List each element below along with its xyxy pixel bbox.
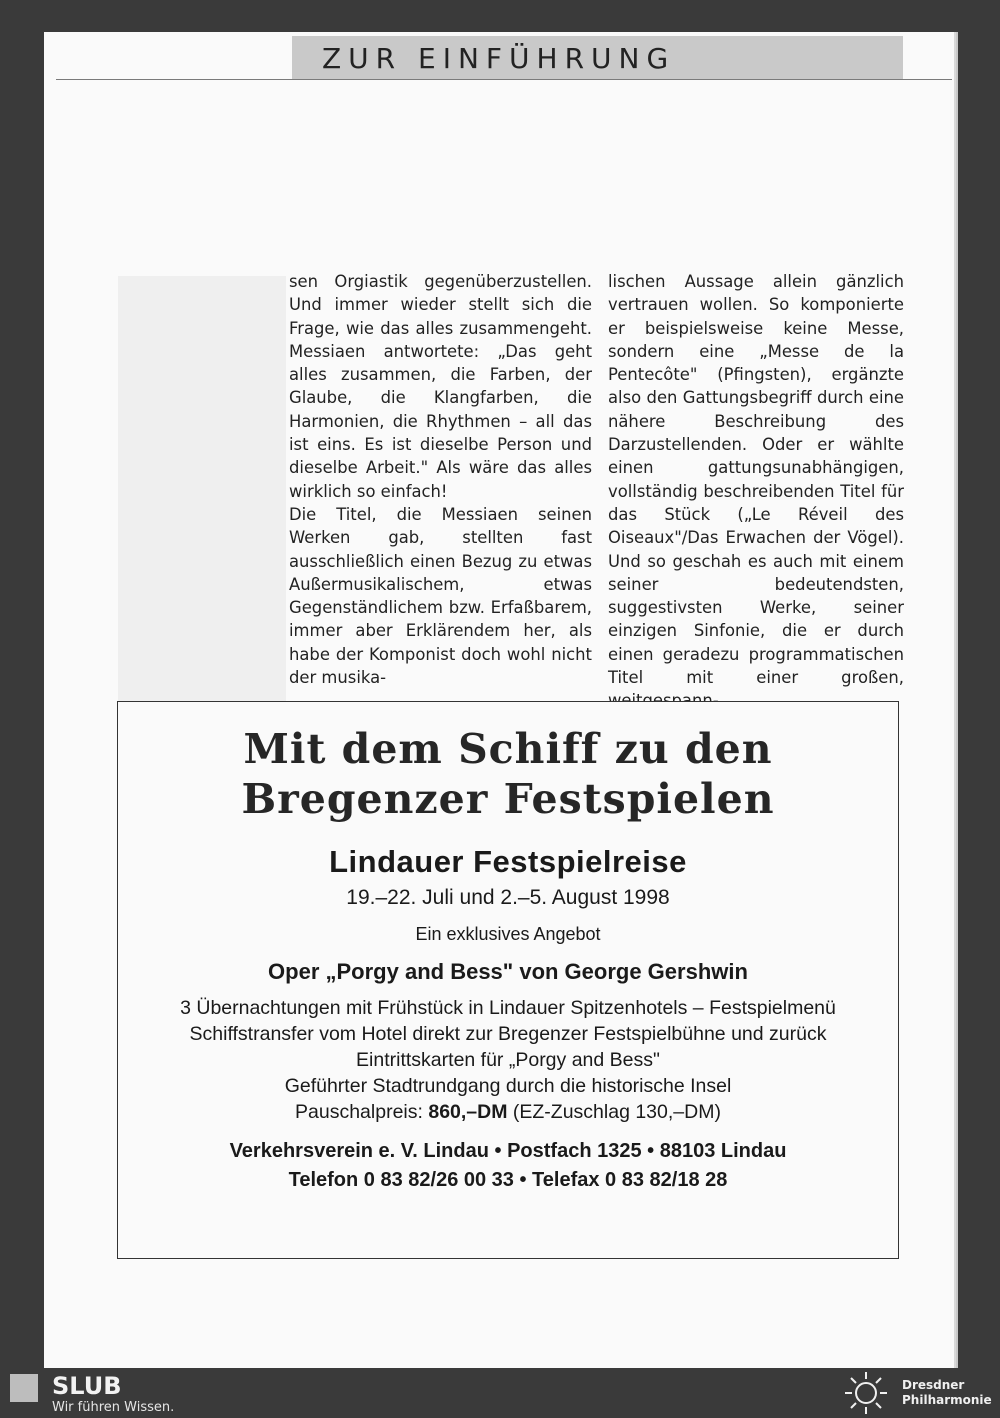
philharmonie-logo-icon — [840, 1370, 892, 1416]
ad-subtitle: Lindauer Festspielreise — [329, 844, 687, 879]
price-value: 860,–DM — [428, 1101, 508, 1123]
ad-headline-line1: Mit dem Schiff zu den — [243, 725, 773, 773]
article-column-right — [608, 270, 904, 713]
slub-logo-icon — [10, 1374, 38, 1402]
article-column-left — [289, 270, 592, 689]
ad-offer-list — [118, 995, 898, 1125]
header-rule — [56, 79, 952, 80]
advertisement-box — [117, 701, 899, 1259]
slub-tagline: Wir führen Wissen. — [52, 1400, 175, 1415]
partner-name-line2: Philharmonie — [902, 1393, 992, 1407]
ad-price — [118, 1099, 898, 1125]
contact-phone: Telefon 0 83 82/26 00 33 • Telefax 0 83 82/18 28 — [288, 1169, 728, 1191]
paragraph: Die Titel, die Messiaen seinen Werken gab, stellten fast ausschließlich einen Bezug zu etwas Außermusikalischem, etwas Gegenständlichem bzw. Erfaßbarem, immer aber Erklärendem her, als habe der Komponist doch wohl nicht der musika- — [289, 504, 592, 688]
list-item: Schiffstransfer vom Hotel direkt zur Bregenzer Festspielbühne und zurück — [189, 1023, 827, 1045]
slub-name: SLUB — [52, 1372, 122, 1400]
ad-headline — [118, 724, 898, 824]
ad-contact — [118, 1137, 898, 1195]
paragraph: sen Orgiastik gegenüberzustellen. Und immer wieder stellt sich die Frage, wie das alles zusammengeht. Messiaen antwortete: „Das geht alles zusammen, die Farben, der Glaube, die Klangfarben, die Harmonien, die Rhythmen – all das ist eins. Es ist dieselbe Person und dieselbe Arbeit." Als wäre das alles wirklich so einfach! — [289, 272, 592, 501]
partner-name — [902, 1378, 992, 1408]
list-item: Eintrittskarten für „Porgy and Bess" — [356, 1049, 660, 1071]
paragraph: lischen Aussage allein gänzlich vertrauen wollen. So komponierte er beispielsweise keine Messe, sondern eine „Messe de la Pentecôte" (Pfingsten), ergänzte also den Gattungsbegriff durch eine nähere Beschreibung des Darzustellenden. Oder er wählte einen gattungsunabhängigen, vollständig beschreibenden Titel für das Stück („Le Réveil des Oiseaux"/Das Erwachen der Vögel). Und so geschah es auch mit einem seiner bedeutendsten, suggestivsten Werke, seiner einzigen Sinfonie, die er durch einen geradezu programmatischen Titel mit einer großen, — [608, 272, 904, 688]
ad-headline-line2: Bregenzer Festspielen — [241, 775, 775, 823]
footer-bar — [0, 1368, 1000, 1418]
ad-dates: 19.–22. Juli und 2.–5. August 1998 — [346, 886, 670, 909]
price-note: (EZ-Zuschlag 130,–DM) — [512, 1101, 721, 1123]
ad-opera: Oper „Porgy and Bess" von George Gershwin — [268, 959, 748, 984]
partner-name-line1: Dresdner — [902, 1378, 965, 1392]
list-item: Geführter Stadtrundgang durch die historische Insel — [284, 1075, 732, 1097]
contact-address: Verkehrsverein e. V. Lindau • Postfach 1325 • 88103 Lindau — [229, 1140, 787, 1162]
ad-intro: Ein exklusives Angebot — [415, 924, 601, 944]
list-item: 3 Übernachtungen mit Frühstück in Lindauer Spitzenhotels – Festspielmenü — [180, 997, 836, 1019]
section-title: ZUR EINFÜHRUNG — [322, 42, 676, 75]
price-label: Pauschalpreis: — [295, 1101, 423, 1123]
